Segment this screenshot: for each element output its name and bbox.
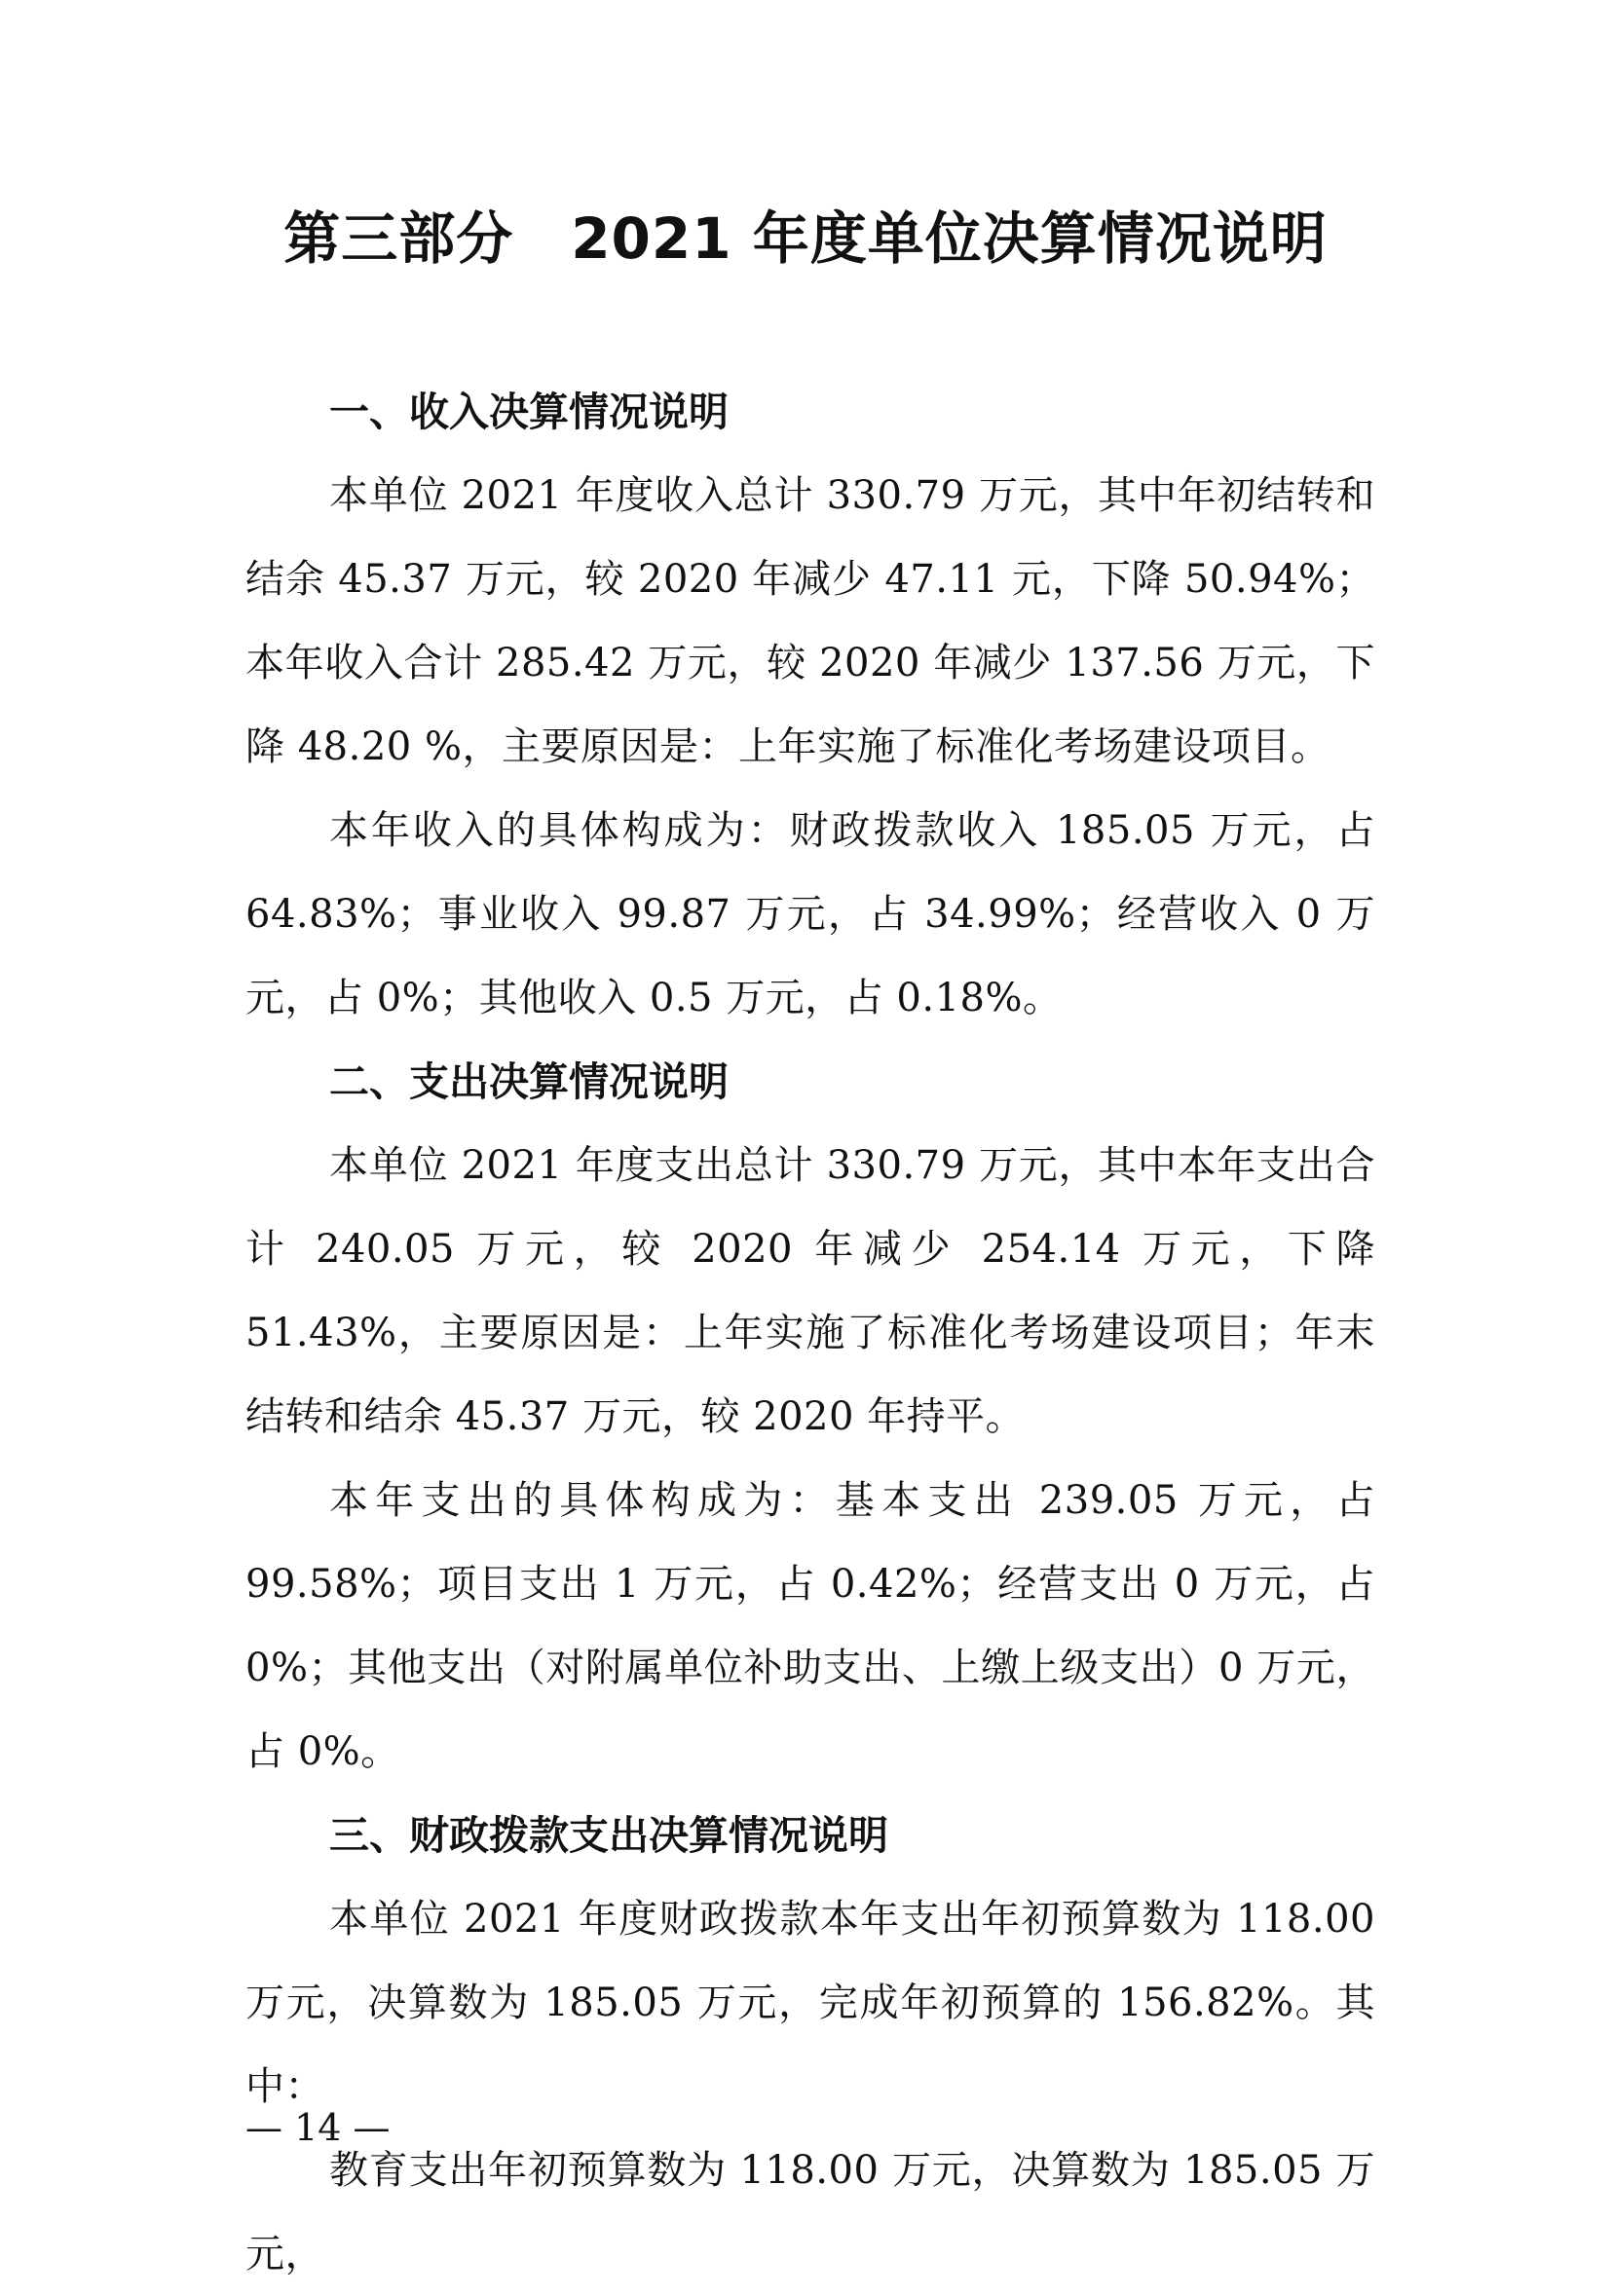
section-fiscal-expenditure (245, 1794, 1375, 2296)
document-body (245, 370, 1375, 2296)
section-income (245, 370, 1375, 1040)
paragraph: 本年支出的具体构成为：基本支出 239.05 万元，占 99.58%；项目支出 1 万元，占 0.42%；经营支出 0 万元，占 0%；其他支出（对附属单位补助支出、上缴上级支出）0 万元，占 0%。 (245, 1478, 1375, 1774)
section-heading: 二、支出决算情况说明 (329, 1058, 729, 1105)
paragraph: 本单位 2021 年度财政拨款本年支出年初预算数为 118.00 万元，决算数为 185.05 万元，完成年初预算的 156.82%。其中： (245, 1897, 1375, 2109)
paragraph: 本单位 2021 年度收入总计 330.79 万元，其中年初结转和结余 45.37 万元，较 2020 年减少 47.11 元，下降 50.94%；本年收入合计 285.42 万元，较 2020 年减少 137.56 万元，下降 48.20 %，主要原因是：上年实施了标准化考场建设项目。 (245, 473, 1375, 769)
page-number: — 14 — (245, 2106, 391, 2149)
section-expenditure (245, 1040, 1375, 1794)
section-heading: 一、收入决算情况说明 (329, 389, 729, 435)
paragraph: 教育支出年初预算数为 118.00 万元，决算数为 185.05 万元， (245, 2148, 1375, 2277)
page-title: 第三部分 2021 年度单位决算情况说明 (283, 205, 1328, 272)
section-heading: 三、财政拨款支出决算情况说明 (329, 1812, 888, 1859)
paragraph: 本年收入的具体构成为：财政拨款收入 185.05 万元，占 64.83%；事业收入 99.87 万元，占 34.99%；经营收入 0 万元，占 0%；其他收入 0.5 万元，占 0.18%。 (245, 808, 1375, 1020)
paragraph: 本单位 2021 年度支出总计 330.79 万元，其中本年支出合计 240.05 万元，较 2020 年减少 254.14 万元，下降 51.43%，主要原因是：上年实施了标准化考场建设项目；年末结转和结余 45.37 万元，较 2020 年持平。 (245, 1143, 1375, 1439)
